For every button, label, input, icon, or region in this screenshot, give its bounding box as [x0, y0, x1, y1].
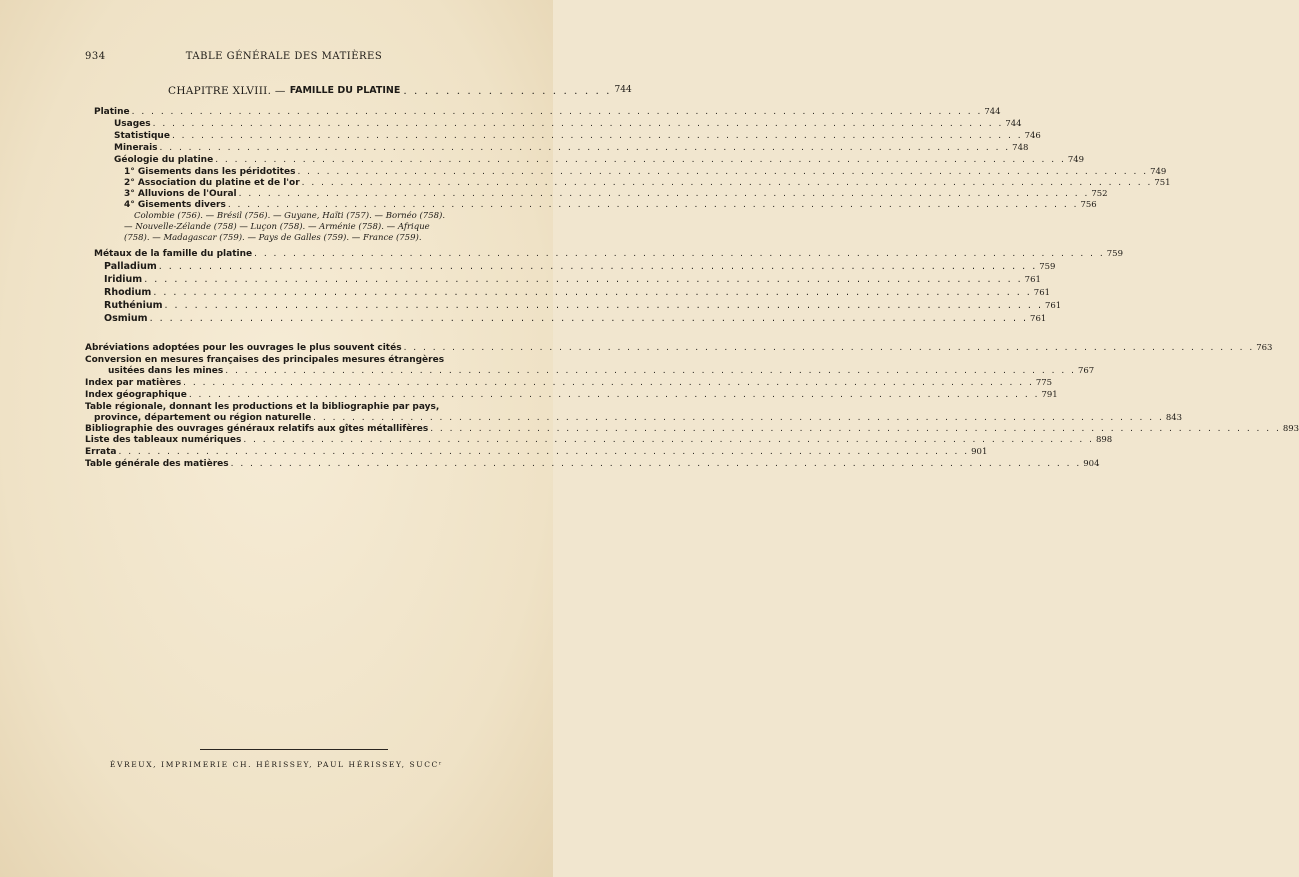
footer-rule: [200, 749, 388, 750]
entry-page: 759: [1106, 249, 1123, 259]
page-number: 934: [85, 51, 106, 62]
entry-title: province, département ou région naturelle: [94, 413, 312, 423]
entry-page: 767: [1077, 366, 1095, 376]
entry-title: Minerais: [114, 143, 158, 153]
entry-title: Statistique: [114, 131, 170, 141]
running-header: [85, 51, 483, 65]
entry-title: Conversion en mesures françaises des principales mesures étrangères: [85, 355, 445, 365]
dot-leader: [153, 287, 1031, 298]
toc-backmatter-entry[interactable]: [85, 390, 1058, 401]
dot-leader: [297, 167, 1148, 178]
entry-page: 791: [1041, 390, 1058, 400]
toc-subentry[interactable]: [124, 178, 1171, 189]
entry-page: 843: [1165, 413, 1183, 423]
entry-title: Abréviations adoptées pour les ouvrages le plus souvent cités: [85, 343, 402, 353]
toc-entry[interactable]: [114, 143, 1029, 154]
entry-page: 746: [1024, 131, 1041, 141]
entry-title: Liste des tableaux numériques: [85, 435, 242, 445]
dot-leader: [254, 249, 1105, 260]
toc-subentry[interactable]: [124, 189, 1108, 200]
entry-title: 4° Gisements divers: [124, 200, 226, 210]
entry-page: 901: [971, 447, 988, 457]
printer-imprint: ÉVREUX, IMPRIMERIE CH. HÉRISSEY, PAUL HÉRISSEY, SUCCʳ: [109, 760, 444, 769]
divers-locations-line: Colombie (756). — Brésil (756). — Guyane, Haïti (757). — Bornéo (758).: [134, 211, 446, 221]
dot-leader: [153, 119, 1004, 130]
dot-leader: [160, 143, 1011, 154]
dot-leader: [150, 313, 1028, 324]
toc-backmatter-entry[interactable]: [85, 402, 483, 413]
chapter-heading: [168, 85, 632, 97]
entry-page: 763: [1256, 343, 1273, 353]
dot-leader: [302, 178, 1153, 189]
entry-title: Usages: [114, 119, 151, 129]
toc-backmatter-entry[interactable]: [85, 424, 1299, 435]
entry-title: Table régionale, donnant les productions et la bibliographie par pays,: [85, 402, 440, 412]
dot-leader: [231, 459, 1082, 470]
entry-page: 898: [1095, 435, 1113, 445]
dot-leader: [118, 447, 969, 458]
chapter-label: CHAPITRE XLVIII. —: [168, 85, 286, 97]
entry-title: 2° Association du platine et de l'or: [124, 178, 300, 188]
dot-leader: [215, 155, 1066, 166]
entry-title: Métaux de la famille du platine: [94, 249, 253, 259]
toc-entry[interactable]: [104, 274, 1041, 286]
entry-title: Table générale des matières: [85, 459, 229, 469]
dot-leader: [159, 261, 1037, 272]
toc-entry[interactable]: [114, 131, 1041, 142]
dot-leader: [172, 131, 1023, 142]
toc-entry[interactable]: [114, 119, 1022, 130]
dot-leader: [225, 366, 1076, 377]
entry-title: Errata: [85, 447, 117, 457]
dot-leader: [239, 189, 1090, 200]
entry-title: usitées dans les mines: [108, 366, 224, 376]
toc-subentry[interactable]: [124, 167, 1167, 178]
entry-page: 756: [1080, 200, 1097, 210]
toc-entry[interactable]: [104, 287, 1051, 299]
divers-locations-line: — Nouvelle-Zélande (758) — Luçon (758). — Arménie (758). — Afrique: [124, 222, 430, 232]
entry-title: Rhodium: [104, 287, 152, 298]
entry-title: Ruthénium: [104, 300, 163, 311]
dot-leader: [183, 378, 1034, 389]
dot-leader: [144, 274, 1022, 285]
entry-title: Bibliographie des ouvrages généraux relatifs aux gîtes métallifères: [85, 424, 429, 434]
entry-page: 748: [1012, 143, 1029, 153]
entry-page: 751: [1154, 178, 1171, 188]
entry-page: 759: [1039, 262, 1056, 272]
entry-title: Palladium: [104, 261, 157, 272]
entry-page: 761: [1044, 301, 1062, 311]
dot-leader: [404, 343, 1255, 354]
toc-backmatter-entry[interactable]: [94, 413, 1183, 424]
toc-entry-platine[interactable]: [94, 107, 1001, 118]
entry-title: 3° Alluvions de l'Oural: [124, 189, 237, 199]
entry-page: 749: [1067, 155, 1085, 165]
entry-title: Géologie du platine: [114, 155, 214, 165]
dot-leader: . . . . . . . . . . . . . . . . . . . .: [403, 85, 612, 97]
entry-page: 761: [1033, 288, 1051, 298]
toc-backmatter-entry[interactable]: [85, 447, 988, 458]
toc-entry[interactable]: [104, 261, 1056, 273]
running-title: TABLE GÉNÉRALE DES MATIÈRES: [185, 51, 383, 62]
toc-backmatter-entry[interactable]: [85, 355, 483, 366]
entry-page: 761: [1024, 275, 1041, 285]
toc-backmatter-entry[interactable]: [85, 459, 1100, 470]
dot-leader: [430, 424, 1281, 435]
toc-entry[interactable]: [104, 300, 1062, 312]
entry-page: 744: [1005, 119, 1022, 129]
toc-entry[interactable]: [114, 155, 1085, 166]
toc-backmatter-entry[interactable]: [85, 435, 1113, 446]
entry-page: 752: [1091, 189, 1108, 199]
entry-page: 775: [1035, 378, 1053, 388]
entry-title: Index par matières: [85, 378, 182, 388]
dot-leader: [313, 413, 1164, 424]
entry-title: Osmium: [104, 313, 148, 324]
entry-page: 761: [1030, 314, 1047, 324]
dot-leader: [165, 300, 1043, 311]
toc-entry-metaux[interactable]: [94, 249, 1123, 260]
entry-page: 749: [1150, 167, 1167, 177]
chapter-family: FAMILLE DU PLATINE: [289, 85, 401, 96]
toc-backmatter-entry[interactable]: [85, 378, 1053, 389]
dot-leader: [189, 390, 1040, 401]
toc-subentry[interactable]: [124, 200, 1097, 211]
dot-leader: [243, 435, 1094, 446]
toc-backmatter-entry[interactable]: [108, 366, 1095, 377]
entry-page: 893: [1282, 424, 1299, 434]
entry-title: Platine: [94, 107, 130, 117]
entry-page: 904: [1083, 459, 1100, 469]
divers-locations-line: (758). — Madagascar (759). — Pays de Galles (759). — France (759).: [124, 233, 422, 243]
toc-entry[interactable]: [104, 313, 1047, 325]
dot-leader: [228, 200, 1079, 211]
entry-page: 744: [984, 107, 1001, 117]
dot-leader: [132, 107, 983, 118]
chapter-page: 744: [614, 85, 632, 95]
entry-title: Iridium: [104, 274, 143, 285]
entry-title: Index géographique: [85, 390, 187, 400]
toc-backmatter-entry[interactable]: [85, 343, 1273, 354]
entry-title: 1° Gisements dans les péridotites: [124, 167, 296, 177]
